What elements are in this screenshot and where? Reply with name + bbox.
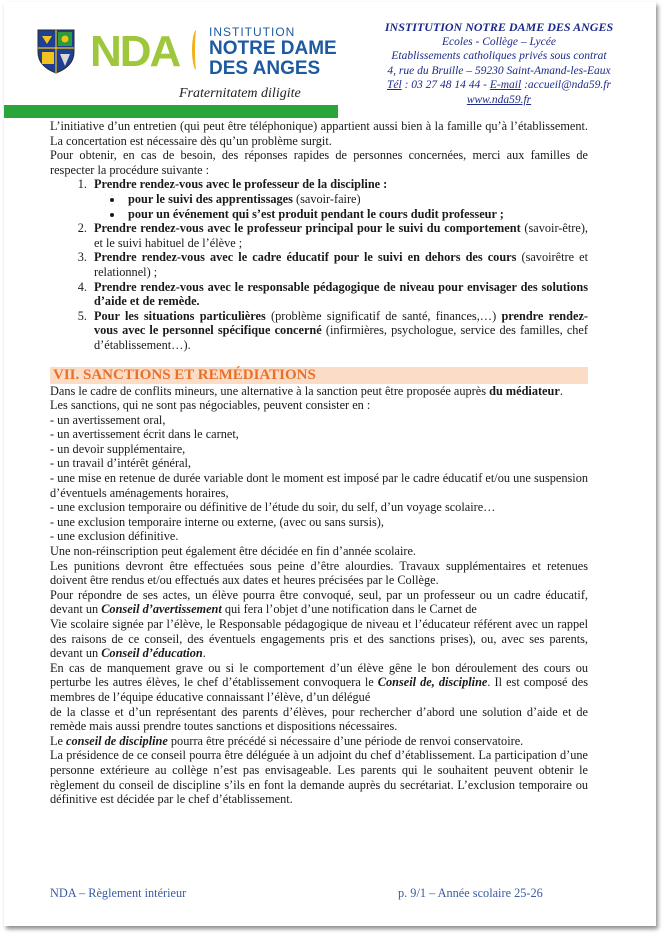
section-paragraph-6: Vie scolaire signée par l’élève, le Responsable pédagogique de niveau et l’éducateur référent avec un rappel des raisons de ce conseil, des éventuels engagements pris et des sanctions prises), ou, avec ses parents, devant un Conseil d’éducation. bbox=[50, 617, 588, 661]
school-levels: Ecoles - Collège – Lycée bbox=[442, 35, 556, 48]
procedure-item-4: 4. Prendre rendez-vous avec le responsable pédagogique de niveau pour envisager des solutions d’aide et de remède. bbox=[90, 280, 588, 309]
procedure-subitem-2: • pour un événement qui s’est produit pendant le cours dudit professeur ; bbox=[124, 207, 588, 222]
section-paragraph-7: En cas de manquement grave ou si le comportement d’un élève gêne le bon déroulement des cours ou perturbe les autres élèves, le chef d’établissement convoquera le Conseil de, discipline. Il est composé des membres de l’équipe éducative connaissant l’élève, d’un délégué bbox=[50, 660, 588, 704]
sanction-item: - une exclusion temporaire ou définitive de l’étude du soir, du self, d’un voyage scolaire… bbox=[50, 500, 496, 515]
sanction-item: - une exclusion temporaire interne ou externe, (avec ou sans sursis), bbox=[50, 514, 384, 529]
procedure-list bbox=[50, 177, 588, 352]
logo-text bbox=[209, 26, 337, 79]
nda-logo bbox=[90, 28, 179, 76]
procedure-sublist bbox=[94, 192, 588, 221]
email-address[interactable]: :accueil@nda59.fr bbox=[521, 79, 611, 91]
procedure-item-1: 1. Prendre rendez-vous avec le professeur de la discipline : • pour le suivi des apprentissages (savoir-faire) • pour un événement qui s’est produit pendant le cours dudit professeur ; bbox=[90, 177, 588, 221]
section-paragraph-9: Le conseil de discipline pourra être précédé si nécessaire d’une période de renvoi conservatoire. bbox=[50, 733, 524, 748]
section-paragraph-2: Les sanctions, qui ne sont pas négociables, peuvent consister en : bbox=[50, 398, 371, 413]
sanction-item: - un avertissement écrit dans le carnet, bbox=[50, 427, 239, 442]
logo-letters: NDA bbox=[90, 27, 180, 76]
section-paragraph-8: de la classe et d’un représentant des parents d’élèves, pour rechercher d’abord une solution d’aide et de remède mais aussi prendre toutes sanctions et dispositions nécessaires. bbox=[50, 704, 588, 734]
procedure-item-5: 5. Pour les situations particulières (problème significatif de santé, finances,…) prendre rendez-vous avec le personnel spécifique concerné (infirmières, psychologue, service des familles, chef d’établissement…). bbox=[90, 309, 588, 353]
procedure-item-3: 3. Prendre rendez-vous avec le cadre éducatif pour le suivi en dehors des cours (savoirêtre et relationnel) ; bbox=[90, 250, 588, 279]
intro-paragraph-1: L’initiative d’un entretien (qui peut être téléphonique) appartient aussi bien à la famille qu’à l’établissement. La concertation est nécessaire dès qu’un problème surgit. bbox=[50, 119, 588, 148]
sanction-item: - une mise en retenue de durée variable dont le moment est imposé par le cadre éducatif et/ou une suspension d’éventuels aménagements horaires, bbox=[50, 471, 588, 500]
section-paragraph-10: La présidence de ce conseil pourra être déléguée à un adjoint du chef d’établissement. La participation d’une personne extérieure au collège n’est pas envisageable. Les parents qui le souhaitent peuvent obtenir le règlement du conseil de discipline s’ils en font la demande auprès du secrétariat. L’exclusion temporaire ou définitive est décidée par le chef d’établissement. bbox=[50, 748, 588, 807]
school-status: Etablissements catholiques privés sous contrat bbox=[391, 50, 607, 62]
section-paragraph-4: Les punitions devront être effectuées sous peine d’être alourdies. Travaux supplémentaires et retenues doivent être rendus et/ou effectués aux dates et heures précisées par le Collège. bbox=[50, 558, 588, 588]
website-link[interactable]: www.nda59.fr bbox=[466, 93, 532, 106]
procedure-item-2: 2. Prendre rendez-vous avec le professeur principal pour le suivi du comportement (savoir-être), et le suivi habituel de l’élève ; bbox=[90, 221, 588, 250]
logo-line2: NOTRE DAME bbox=[209, 38, 337, 59]
section-paragraph-5: Pour répondre de ses actes, un élève pourra être convoqué, seul, par un professeur ou un cadre éducatif, devant un Conseil d’avertissement qui fera l’objet d’une notification dans le Carnet de bbox=[50, 587, 588, 617]
logo-line1: INSTITUTION bbox=[209, 25, 296, 39]
tel-number: : 03 27 48 14 44 - bbox=[401, 79, 490, 91]
section-title: VII. SANCTIONS ET REMÉDIATIONS bbox=[50, 367, 588, 384]
address-block bbox=[349, 20, 649, 107]
street-address: 4, rue du Bruille – 59230 Saint-Amand-les-Eaux bbox=[387, 64, 611, 77]
sanction-item: - un avertissement oral, bbox=[50, 412, 166, 427]
institution-name: INSTITUTION NOTRE DAME DES ANGES bbox=[384, 20, 614, 34]
logo-separator bbox=[192, 30, 201, 70]
page-content bbox=[50, 119, 588, 807]
section-paragraph-1: Dans le cadre de conflits mineurs, une alternative à la sanction peut être proposée auprès du médiateur. bbox=[50, 383, 563, 398]
document-page bbox=[4, 2, 656, 926]
email-label: E-mail bbox=[489, 79, 522, 91]
crest-logo-icon bbox=[36, 28, 76, 74]
sanction-item: - un devoir supplémentaire, bbox=[50, 441, 186, 456]
contact-line bbox=[349, 78, 649, 93]
header-green-bar bbox=[4, 105, 338, 118]
page-header bbox=[4, 2, 656, 122]
footer-left: NDA – Règlement intérieur bbox=[50, 886, 187, 900]
procedure-subitem-1: • pour le suivi des apprentissages (savoir-faire) bbox=[124, 192, 588, 207]
tel-label: Tél bbox=[387, 79, 402, 91]
footer-right: p. 9/1 – Année scolaire 25-26 bbox=[398, 886, 543, 900]
intro-paragraph-2: Pour obtenir, en cas de besoin, des réponses rapides de personnes concernées, merci aux familles de respecter la procédure suivante : bbox=[50, 148, 588, 177]
logo-line3: DES ANGES bbox=[209, 58, 321, 79]
sanction-item: - une exclusion définitive. bbox=[50, 529, 179, 544]
motto: Fraternitatem diligite bbox=[179, 86, 301, 101]
section-paragraph-3: Une non-réinscription peut également être décidée en fin d’année scolaire. bbox=[50, 544, 417, 559]
sanction-item: - un travail d’intérêt général, bbox=[50, 456, 192, 471]
